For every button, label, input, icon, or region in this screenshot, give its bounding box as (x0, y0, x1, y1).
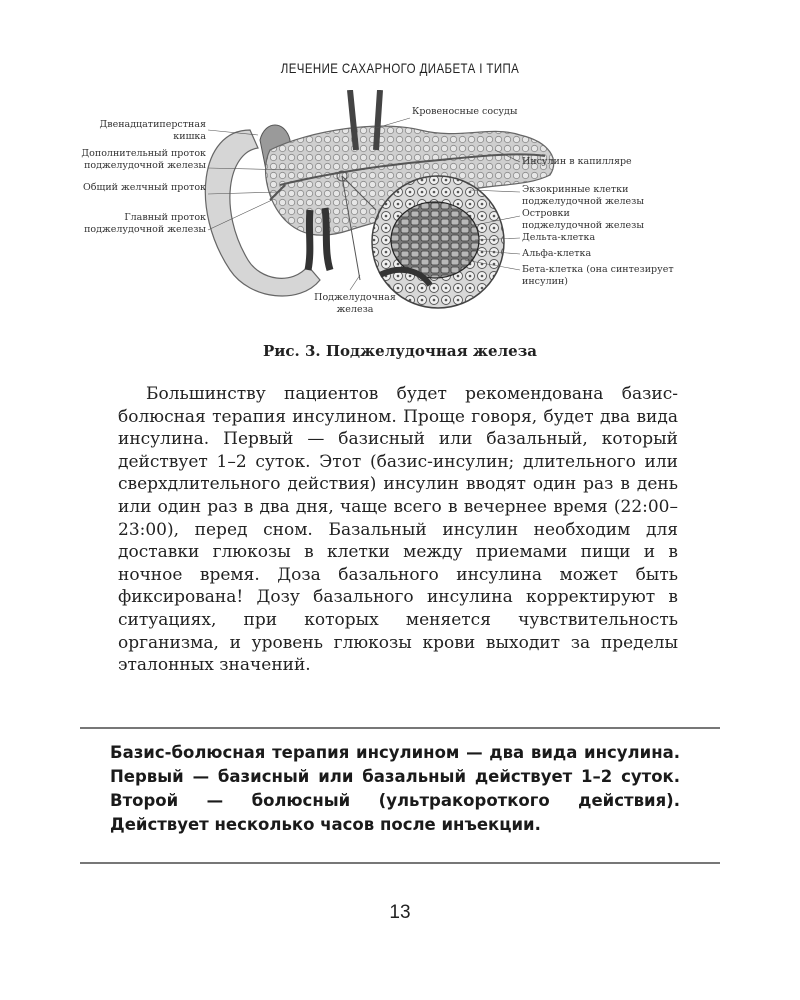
callout-text: Базис-болюсная терапия инсулином — два вида инсулина. Первый — базисный или базальный действует 1–2 суток. Второй — болюсный (ультракороткого действия). Действует несколько часов после инъекции. (110, 743, 680, 834)
pancreas-illustration (80, 90, 720, 330)
label-alpha-cell: Альфа-клетка (522, 248, 592, 259)
label-insulin-capillary: Инсулин в капилляре (522, 156, 632, 167)
label-bile-duct: Общий желчный проток (83, 182, 206, 193)
label-accessory-duct: Дополнительный проток поджелудочной железы (81, 148, 206, 171)
running-title: ЛЕЧЕНИЕ САХАРНОГО ДИАБЕТА I ТИПА (280, 60, 520, 76)
label-beta-cell: Бета-клетка (она синтезирует инсулин) (522, 264, 674, 287)
label-pancreas: Поджелудочная железа (314, 292, 396, 315)
callout-box (80, 727, 720, 864)
page-number: 13 (389, 902, 411, 923)
label-islets: Островки поджелудочной железы (522, 208, 644, 231)
label-blood-vessels: Кровеносные сосуды (412, 106, 518, 117)
label-main-duct: Главный проток поджелудочной железы (84, 212, 206, 235)
figure-caption: Рис. 3. Поджелудочная железа (263, 342, 537, 360)
body-text (118, 383, 678, 677)
label-duodenum: Двенадцатиперстная кишка (99, 119, 206, 142)
label-exocrine-cells: Экзокринные клетки поджелудочной железы (522, 184, 644, 207)
body-paragraph: Большинству пациентов будет рекомендована базис-болюсная терапия инсулином. Проще говоря, будет два вида инсулина. Первый — базисный или базальный, который действует 1–2 суток. Этот (базис-инсулин; длительного или сверхдлительного действия) инсулин вводят один раз в день или один раз в два дня, чаще всего в вечернее время (22:00–23:00), перед сном. Базальный инсулин необходим для доставки глюкозы в клетки между приемами пищи и в ночное время. Доза базального инсулина может быть фиксирована! Дозу базального инсулина корректируют в ситуациях, при которых меняется чувствительность организма, и уровень глюкозы крови выходит за пределы эталонных значений. (118, 384, 678, 676)
label-delta-cell: Дельта-клетка (522, 232, 596, 243)
